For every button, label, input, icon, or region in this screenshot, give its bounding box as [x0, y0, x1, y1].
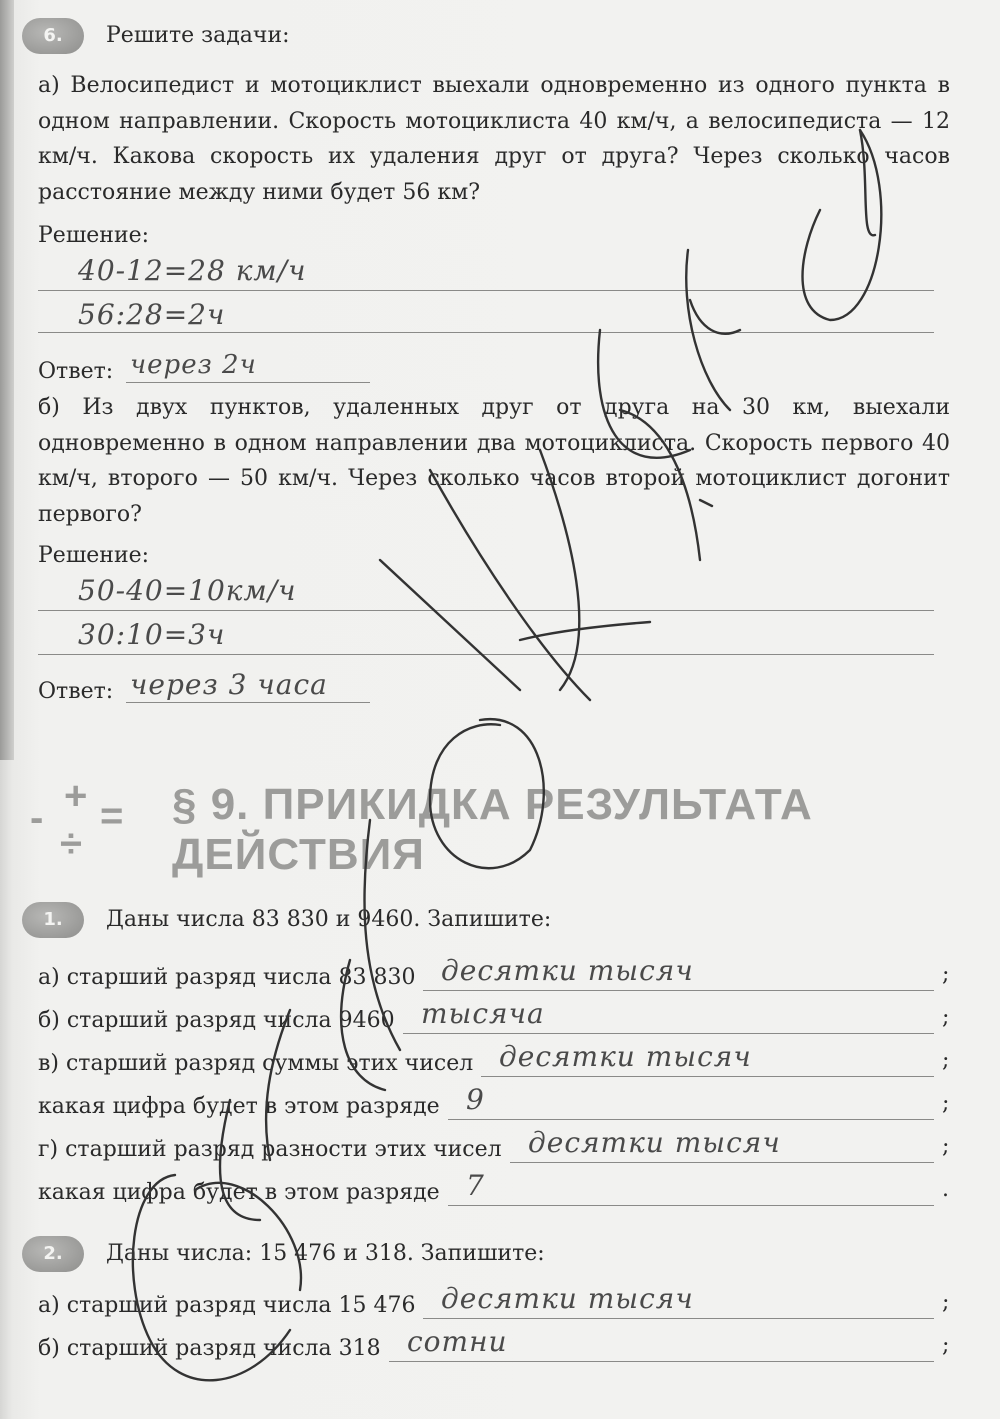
- solution-label: Решение:: [38, 223, 150, 248]
- divide-sign: ÷: [60, 822, 82, 866]
- task-title: Даны числа 83 830 и 9460. Запишите:: [106, 907, 552, 932]
- row-label: г) старший разряд разности этих чисел: [38, 1137, 502, 1162]
- equals-sign: =: [100, 794, 124, 838]
- answer-line[interactable]: [389, 1361, 934, 1362]
- fill-in-row: [0, 1282, 1000, 1328]
- handwritten-solution-line: 40-12=28 км/ч: [78, 254, 307, 287]
- answer-line[interactable]: [448, 1205, 934, 1206]
- answer-line[interactable]: [510, 1162, 934, 1163]
- row-end-punctuation: ;: [942, 1333, 950, 1358]
- row-label: какая цифра будет в этом разряде: [38, 1180, 440, 1205]
- handwritten-answer: десятки тысяч: [499, 1040, 752, 1073]
- handwritten-answer: десятки тысяч: [441, 954, 694, 987]
- problem-b-text: б) Из двух пунктов, удаленных друг от друга на 30 км, выехали одновременно в одном направлении два мотоциклиста. Скорость первого 40 км/ч, второго — 50 км/ч. Через сколько часов второй мотоциклист догонит первого?: [38, 395, 950, 527]
- answer-rule: [38, 332, 934, 333]
- handwritten-solution-line: 50-40=10км/ч: [78, 574, 297, 607]
- handwritten-answer: через 3 часа: [130, 668, 328, 701]
- section-title: § 9. ПРИКИДКА РЕЗУЛЬТАТА: [172, 780, 813, 829]
- handwritten-solution-line: 56:28=2ч: [78, 298, 226, 331]
- answer-line[interactable]: [423, 990, 934, 991]
- minus-sign: -: [30, 796, 44, 840]
- answer-rule: [126, 702, 370, 703]
- arithmetic-operations-icon: [30, 774, 140, 872]
- row-end-punctuation: ;: [942, 1005, 950, 1030]
- row-end-punctuation: ;: [942, 962, 950, 987]
- plus-sign: +: [64, 774, 88, 818]
- task-number-badge: 6.: [22, 18, 84, 54]
- row-label: в) старший разряд суммы этих чисел: [38, 1051, 474, 1076]
- fill-in-row: [0, 1325, 1000, 1371]
- answer-rule: [38, 610, 934, 611]
- answer-rule: [38, 654, 934, 655]
- answer-label: Ответ:: [38, 679, 114, 704]
- handwritten-answer: сотни: [407, 1325, 508, 1358]
- handwritten-solution-line: 30:10=3ч: [78, 618, 226, 651]
- task-number-badge: 2.: [22, 1236, 84, 1272]
- page-spine-shadow: [0, 0, 14, 760]
- row-label: а) старший разряд числа 15 476: [38, 1293, 416, 1318]
- section-title-continued: ДЕЙСТВИЯ: [172, 830, 425, 879]
- handwritten-answer: 7: [466, 1169, 485, 1202]
- row-end-punctuation: ;: [942, 1091, 950, 1116]
- handwritten-answer: 9: [466, 1083, 485, 1116]
- row-label: б) старший разряд числа 9460: [38, 1008, 395, 1033]
- fill-in-row: [0, 1083, 1000, 1129]
- task-number-badge: 1.: [22, 902, 84, 938]
- row-end-punctuation: ;: [942, 1048, 950, 1073]
- answer-line[interactable]: [448, 1119, 934, 1120]
- answer-rule: [126, 382, 370, 383]
- handwritten-answer: тысяча: [421, 997, 545, 1030]
- handwritten-answer: через 2ч: [130, 350, 257, 380]
- answer-line[interactable]: [481, 1076, 934, 1077]
- answer-line[interactable]: [403, 1033, 934, 1034]
- problem-a-text: а) Велосипедист и мотоциклист выехали одновременно из одного пункта в одном направлении. Скорость мотоциклиста 40 км/ч, а велосипедиста — 12 км/ч. Какова скорость их удаления друг от друга? Через сколько часов расстояние между ними будет 56 км?: [38, 73, 950, 205]
- handwritten-answer: десятки тысяч: [441, 1282, 694, 1315]
- row-end-punctuation: .: [942, 1177, 949, 1202]
- row-label: какая цифра будет в этом разряде: [38, 1094, 440, 1119]
- answer-line[interactable]: [423, 1318, 934, 1319]
- answer-rule: [38, 290, 934, 291]
- fill-in-row: [0, 954, 1000, 1000]
- handwritten-answer: десятки тысяч: [528, 1126, 781, 1159]
- row-label: а) старший разряд числа 83 830: [38, 965, 416, 990]
- fill-in-row: [0, 997, 1000, 1043]
- row-label: б) старший разряд числа 318: [38, 1336, 381, 1361]
- fill-in-row: [0, 1126, 1000, 1172]
- row-end-punctuation: ;: [942, 1134, 950, 1159]
- solution-label: Решение:: [38, 543, 150, 568]
- answer-label: Ответ:: [38, 359, 114, 384]
- fill-in-row: [0, 1040, 1000, 1086]
- row-end-punctuation: ;: [942, 1290, 950, 1315]
- task-title: Даны числа: 15 476 и 318. Запишите:: [106, 1241, 545, 1266]
- fill-in-row: [0, 1169, 1000, 1215]
- task-title: Решите задачи:: [106, 23, 290, 48]
